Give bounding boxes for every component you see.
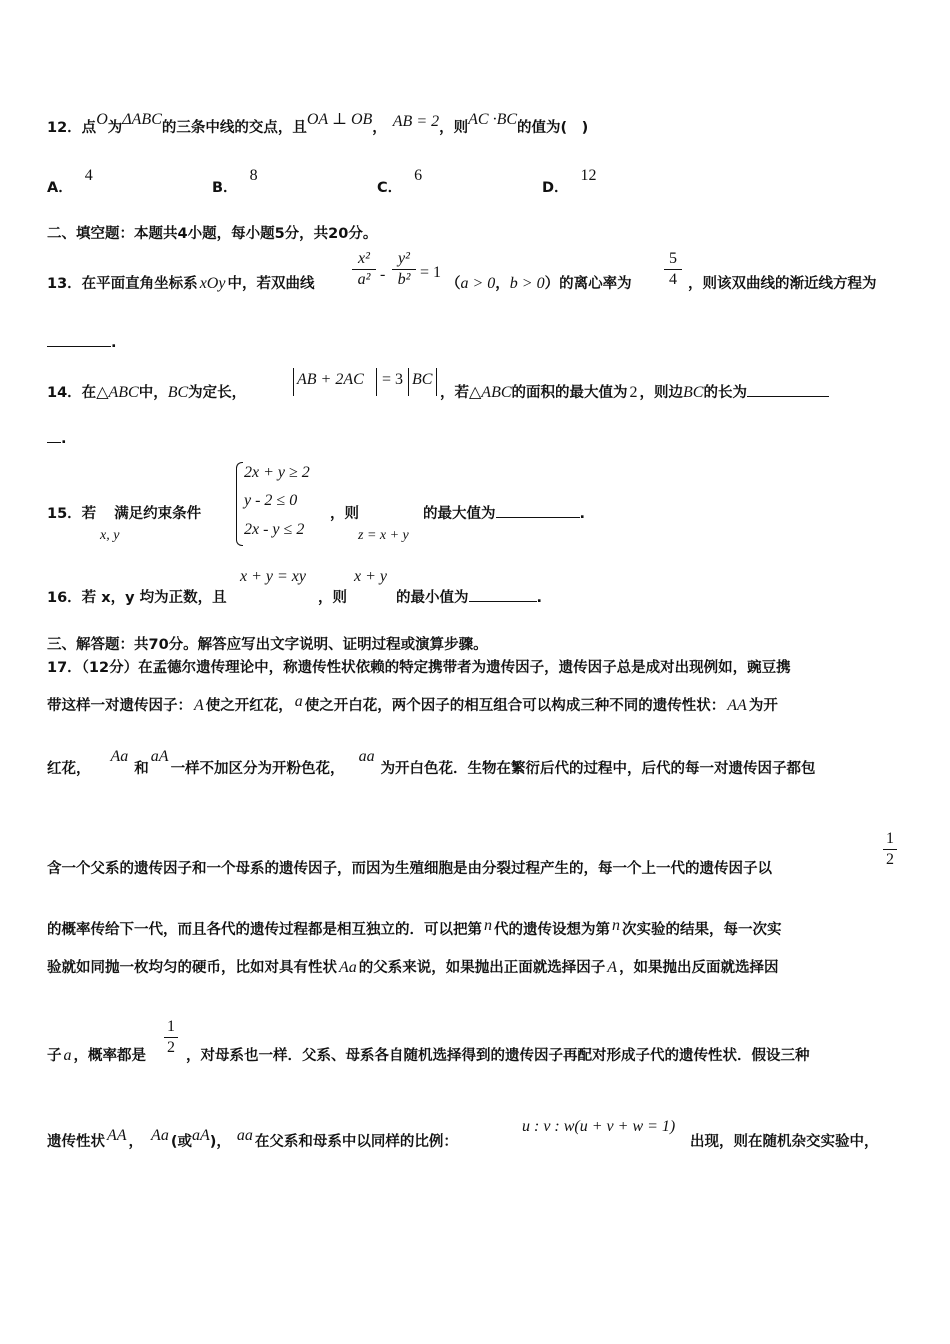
q12-perpendicular: OA ⊥ OB [306,111,373,128]
q15-answer-blank[interactable] [496,503,580,518]
q16-then: ，则 [318,590,347,606]
q15-objective: z = x + y [358,528,409,543]
q16-equation: x + y = xy [240,568,306,585]
q17-line-7-tail: ，对母系也一样．父系、母系各自随机选择得到的遗传因子再配对形成子代的遗传性状．假设三种 [186,1048,810,1064]
q17-line-4: 含一个父系的遗传因子和一个母系的遗传因子，而因为生殖细胞是由分裂过程产生的，每一个上一代的遗传因子以 [47,861,772,877]
q17-line-2: 带这样一对遗传因子： A 使之开红花， a 使之开白花，两个因子的相互组合可以构成三种不同的遗传性状： AA 为开 [47,693,778,714]
q17-ratio: u : v : w(u + v + w = 1) [522,1118,676,1135]
q15-tail: 的最大值为 . [423,502,585,523]
q17-line-5: 的概率传给下一代，而且各代的遗传过程都是相互独立的．可以把第 n 代的遗传设想为第 n 次实验的结果，每一次实 [47,917,782,938]
q16-expression: x + y [354,568,387,585]
q15-constraint-1: 2x + y ≥ 2 [244,464,310,481]
q14-line: 14．在△ABC中，BC为定长， [47,384,247,401]
q14-bc: BC [167,384,189,401]
q15-line: 15．若 满足约束条件 [47,506,202,522]
q13-line: 13．在平面直角坐标系 xOy 中，若双曲线 [47,275,315,292]
q13-tail: ，则该双曲线的渐近线方程为 [688,276,877,292]
q17-line-8: 遗传性状 AA ， Aa (或aA)， aa 在父系和母系中以同样的比例： [47,1127,458,1150]
q12-option-c[interactable]: C．6 [377,167,423,196]
q12-option-b[interactable]: B．8 [212,167,258,196]
section-fill-in-heading: 二、填空题：本题共4小题，每小题5分，共20分。 [47,226,378,242]
q12-option-a[interactable]: A．4 [47,167,93,196]
q12-option-d[interactable]: D．12 [542,167,597,196]
q16-tail: 的最小值为 . [396,586,542,607]
q13-frac-x: x² a² [352,250,376,289]
q16-answer-blank[interactable] [469,587,537,602]
q17-line-7: 子 a ，概率都是 [47,1047,146,1064]
q15-constraint-2: y - 2 ≤ 0 [244,492,298,509]
q13-xoy: xOy [199,275,226,292]
q14-vector-sum: AB + 2AC [297,371,364,388]
q14-bc-abs: BC [412,371,433,388]
q17-line-8-tail: 出现，则在随机杂交实验中， [690,1134,879,1150]
q14-tail: ，若△ABC的面积的最大值为 2 ，则边BC的长为 [440,381,829,402]
q12-line: 12．点O为ΔABC的三条中线的交点，且OA ⊥ OB， AB = 2，则AC ·BC的值为( ) [47,111,589,136]
q14-blank-continued: . [47,428,67,447]
q17-half-fraction: 1 2 [883,830,897,869]
q12-ab-length: AB = 2 [392,113,440,130]
q17-line-3: 红花，Aa和aA一样不加区分为开粉色花，aa为开白色花．生物在繁衍后代的过程中，后代的每一对遗传因子都包 [47,748,816,777]
q17-line-6: 验就如同抛一枚均匀的硬币，比如对具有性状 Aa 的父系来说，如果抛出正面就选择因子 A ，如果抛出反面就选择因 [47,959,779,976]
q14-answer-blank[interactable] [747,382,829,397]
q16-line: 16．若 x，y 均为正数，且 [47,590,227,606]
q13-eq-one: = 1 [420,264,442,281]
q15-then: ，则 [330,506,359,522]
q14-abs-right [376,368,377,396]
q13-condition: （a > 0，b > 0）的离心率为 [446,275,632,292]
q14-triangle: △ABC [96,384,139,401]
q14-abs2-right [436,368,437,396]
q14-abs-left [293,368,294,396]
q12-triangle: ΔABC [122,111,162,128]
q13-eccentricity: 5 4 [664,250,682,289]
q17-half-fraction-2: 1 2 [164,1018,178,1057]
q15-vars: x, y [100,528,120,543]
q12-point-o: O [96,111,108,128]
q15-brace [236,462,243,546]
q14-eq-three: = 3 [382,371,404,388]
q15-constraint-3: 2x - y ≤ 2 [244,521,305,538]
q13-answer-blank[interactable]: . [47,332,117,351]
q17-line-1: 17．（12分）在孟德尔遗传理论中，称遗传性状依赖的特定携带者为遗传因子，遗传因子总是成对出现例如，豌豆携 [47,660,791,676]
q14-abs2-left [408,368,409,396]
q13-frac-y: y² b² [392,250,416,289]
q12-dot-product: AC ·BC [468,111,518,128]
section-solutions-heading: 三、解答题：共70分。解答应写出文字说明、证明过程或演算步骤。 [47,637,488,653]
q13-minus: - [380,266,386,283]
